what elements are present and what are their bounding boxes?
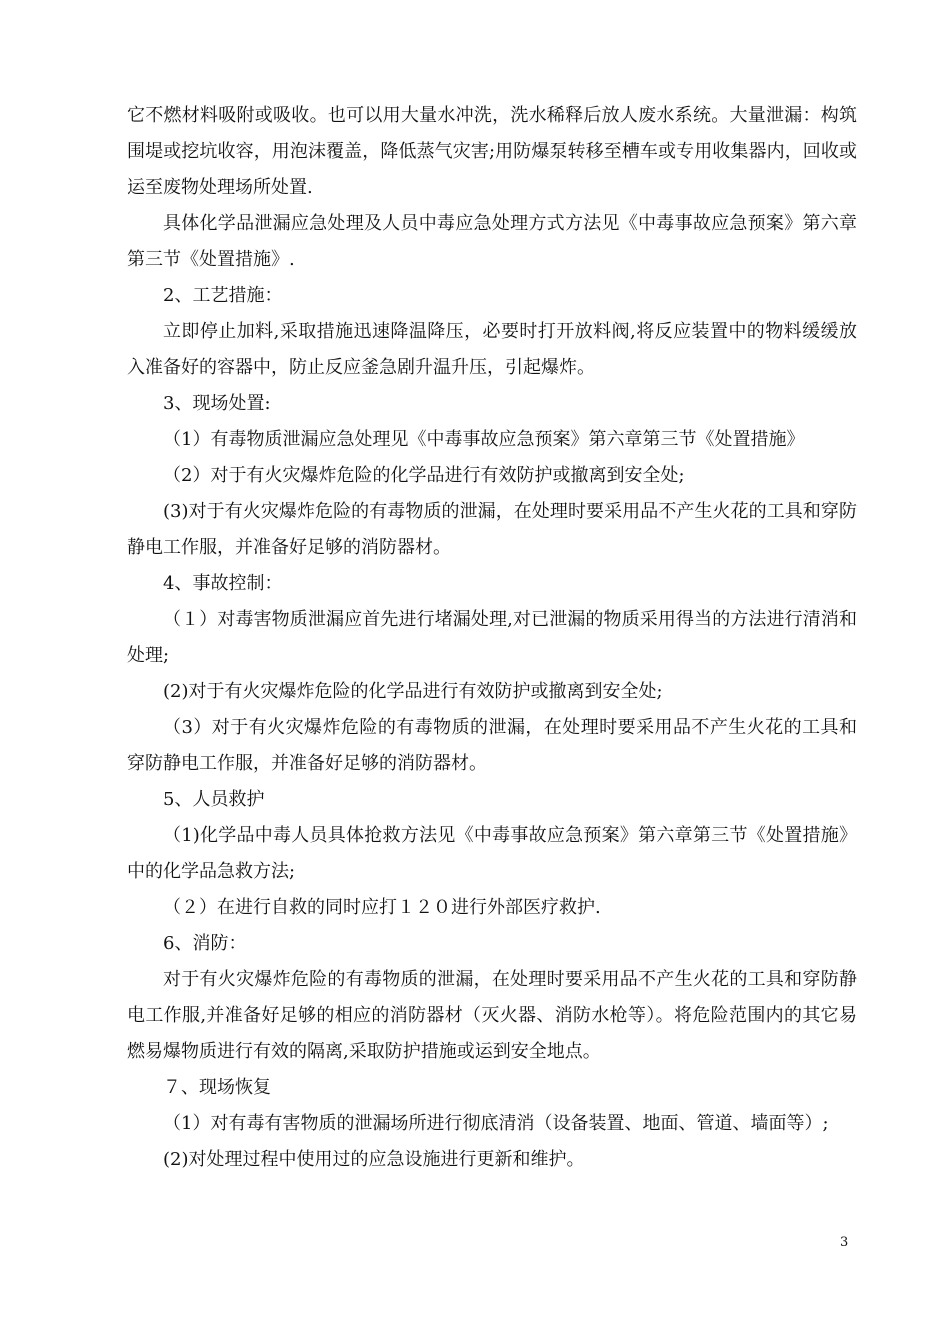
section-heading-firefighting: 6、消防： [163,933,247,954]
paragraph-1: 它不燃材料吸附或吸收。也可以用大量水冲洗，洗水稀释后放人废水系统。大量泄漏：构筑围堤或挖坑收容，用泡沫覆盖，降低蒸气灾害;用防爆泵转移至槽车或专用收集器内，回收或运至废物处理场所处置. [127,105,857,198]
rescue-item-2: （２）在进行自救的同时应打１２０进行外部医疗救护. [163,897,601,918]
onsite-item-1: （1）有毒物质泄漏应急处理见《中毒事故应急预案》第六章第三节《处置措施》 [163,429,805,450]
control-item-1: （１）对毒害物质泄漏应首先进行堵漏处理,对已泄漏的物质采用得当的方法进行清消和处理; [127,609,857,666]
onsite-item-2: （2）对于有火灾爆炸危险的化学品进行有效防护或撤离到安全处; [163,465,685,486]
section-heading-process-measures: 2、工艺措施： [163,285,283,306]
paragraph-2: 具体化学品泄漏应急处理及人员中毒应急处理方式方法见《中毒事故应急预案》第六章第三节《处置措施》. [127,213,857,270]
paragraph-process-measures: 立即停止加料,采取措施迅速降温降压，必要时打开放料阀,将反应装置中的物料缓缓放入准备好的容器中，防止反应釜急剧升温升压，引起爆炸。 [127,321,857,378]
recovery-item-1: （1）对有毒有害物质的泄漏场所进行彻底清消（设备装置、地面、管道、墙面等）; [163,1113,829,1134]
control-item-2: (2)对于有火灾爆炸危险的化学品进行有效防护或撤离到安全处; [163,681,663,702]
document-body [127,98,857,1178]
section-heading-onsite-handling: 3、现场处置: [163,393,271,414]
rescue-item-1: （1)化学品中毒人员具体抢救方法见《中毒事故应急预案》第六章第三节《处置措施》中的化学品急救方法; [127,825,857,882]
paragraph-firefighting: 对于有火灾爆炸危险的有毒物质的泄漏，在处理时要采用品不产生火花的工具和穿防静电工作服,并准备好足够的相应的消防器材（灭火器、消防水枪等）。将危险范围内的其它易燃易爆物质进行有效的隔离,采取防护措施或运到安全地点。 [127,969,857,1062]
section-heading-personnel-rescue: 5、人员救护 [163,789,265,810]
onsite-item-3: (3)对于有火灾爆炸危险的有毒物质的泄漏，在处理时要采用品不产生火花的工具和穿防静电工作服，并准备好足够的消防器材。 [127,501,857,558]
page-number: 3 [840,1235,849,1250]
recovery-item-2: (2)对处理过程中使用过的应急设施进行更新和维护。 [163,1149,585,1170]
section-heading-accident-control: 4、事故控制： [163,573,283,594]
section-heading-site-recovery: ７、现场恢复 [163,1077,271,1098]
control-item-3: （3）对于有火灾爆炸危险的有毒物质的泄漏，在处理时要采用品不产生火花的工具和穿防静电工作服，并准备好足够的消防器材。 [127,717,857,774]
